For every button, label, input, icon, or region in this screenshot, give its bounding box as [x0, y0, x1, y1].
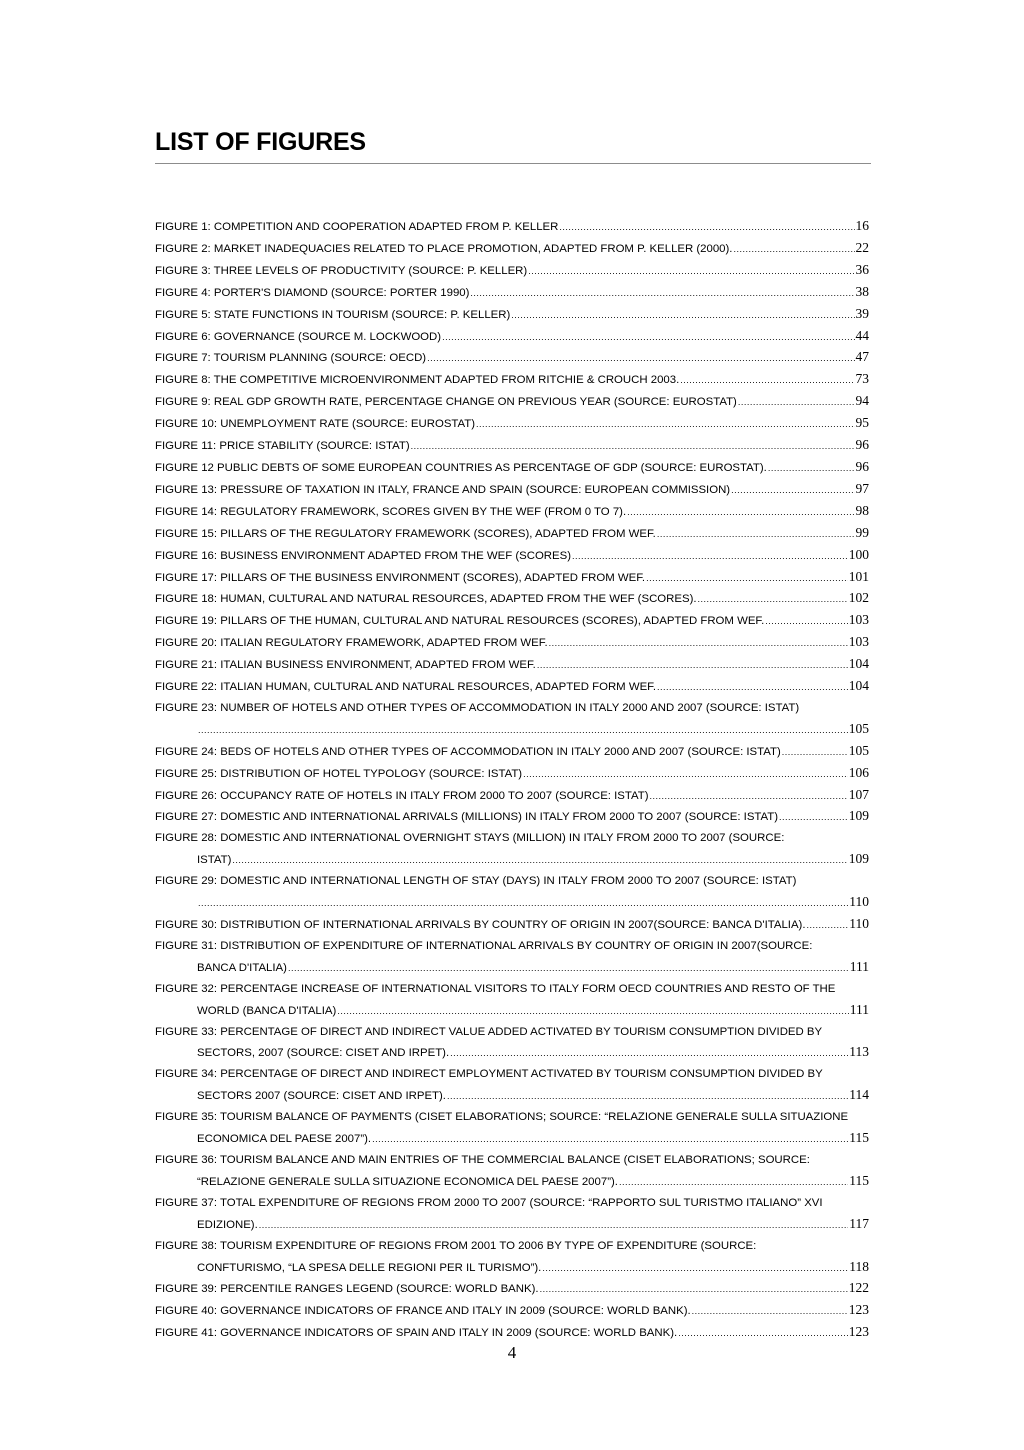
- figure-entry[interactable]: [155, 676, 869, 698]
- figure-entry-page: 101: [848, 568, 869, 584]
- figure-entry[interactable]: [155, 763, 869, 785]
- dot-leader: [288, 958, 849, 979]
- figure-entry[interactable]: [155, 1022, 869, 1065]
- figure-entry-title: FIGURE 19: PILLARS OF THE HUMAN, CULTURAL AND NATURAL RESOURCES (SCORES), ADAPTED FROM WEF.: [155, 615, 765, 628]
- figure-entry-page: 122: [848, 1280, 869, 1296]
- figure-entry-title: FIGURE 8: THE COMPETITIVE MICROENVIRONMENT ADAPTED FROM RITCHIE & CROUCH 2003.: [155, 374, 680, 387]
- figure-entry-title-continued: CONFTURISMO, “LA SPESA DELLE REGIONI PER IL TURISMO”).: [197, 1261, 542, 1274]
- figure-entry[interactable]: [155, 588, 869, 610]
- figure-entry-title: FIGURE 7: TOURISM PLANNING (SOURCE: OECD): [155, 352, 427, 365]
- dot-leader: [337, 1001, 848, 1022]
- figure-entry[interactable]: [155, 347, 869, 369]
- figure-entry-page: 118: [849, 1258, 869, 1274]
- figure-entry[interactable]: [155, 326, 869, 348]
- dot-leader: [198, 720, 848, 741]
- figure-entry-title: FIGURE 24: BEDS OF HOTELS AND OTHER TYPES OF ACCOMMODATION IN ITALY 2000 AND 2007 (SOURCE: ISTAT): [155, 745, 781, 758]
- dot-leader: [542, 1258, 848, 1279]
- figure-entry-page: 102: [848, 590, 869, 606]
- figure-entry-page: 96: [855, 458, 869, 474]
- figure-entry-title: FIGURE 12 PUBLIC DEBTS OF SOME EUROPEAN COUNTRIES AS PERCENTAGE OF GDP (SOURCE: EUROSTAT).: [155, 461, 767, 474]
- figure-entry[interactable]: [155, 413, 869, 435]
- figure-entry[interactable]: [155, 304, 869, 326]
- figure-entry-page: 47: [855, 349, 869, 365]
- figure-entry-page: 36: [855, 261, 869, 277]
- figure-entry[interactable]: [155, 979, 869, 1022]
- figure-entry[interactable]: [155, 806, 869, 828]
- figure-entry-title-continued: SECTORS, 2007 (SOURCE: CISET AND IRPET).: [197, 1047, 450, 1060]
- figure-entry-page: 107: [848, 786, 869, 802]
- dot-leader: [537, 655, 848, 676]
- figure-entry[interactable]: [155, 523, 869, 545]
- figure-entry-title: FIGURE 32: PERCENTAGE INCREASE OF INTERNATIONAL VISITORS TO ITALY FORM OECD COUNTRIES AND RESTO OF THE: [155, 982, 836, 995]
- figure-entry[interactable]: [155, 1300, 869, 1322]
- figure-entry-page: 111: [849, 1001, 869, 1017]
- dot-leader: [559, 217, 854, 238]
- figure-entry[interactable]: [155, 1322, 869, 1344]
- figure-entry[interactable]: [155, 457, 869, 479]
- figure-entry-title: FIGURE 39: PERCENTILE RANGES LEGEND (SOURCE: WORLD BANK).: [155, 1283, 539, 1296]
- figure-entry[interactable]: [155, 545, 869, 567]
- figure-entry-page: 106: [848, 764, 869, 780]
- figure-entry[interactable]: [155, 610, 869, 632]
- figure-entry[interactable]: [155, 1236, 869, 1279]
- figure-entry-page: 98: [855, 502, 869, 518]
- figure-entry-page: 114: [849, 1087, 869, 1103]
- figure-entry-page: 113: [849, 1044, 869, 1060]
- dot-leader: [528, 261, 854, 282]
- figure-entry-title: FIGURE 11: PRICE STABILITY (SOURCE: ISTAT): [155, 440, 410, 453]
- figure-entry-title: FIGURE 26: OCCUPANCY RATE OF HOTELS IN ITALY FROM 2000 TO 2007 (SOURCE: ISTAT): [155, 789, 649, 802]
- figure-entry-title-continued: SECTORS 2007 (SOURCE: CISET AND IRPET).: [197, 1090, 446, 1103]
- figure-entry-title: FIGURE 36: TOURISM BALANCE AND MAIN ENTRIES OF THE COMMERCIAL BALANCE (CISET ELABORATIONS; SOURCE:: [155, 1153, 810, 1166]
- figure-entry-page: 99: [855, 524, 869, 540]
- figure-entry-title: FIGURE 16: BUSINESS ENVIRONMENT ADAPTED FROM THE WEF (SCORES): [155, 549, 572, 562]
- dot-leader: [540, 1279, 848, 1300]
- dot-leader: [372, 1129, 848, 1150]
- figure-entry-title: FIGURE 6: GOVERNANCE (SOURCE M. LOCKWOOD): [155, 330, 442, 343]
- figure-entry[interactable]: [155, 435, 869, 457]
- figure-entry-title: FIGURE 30: DISTRIBUTION OF INTERNATIONAL ARRIVALS BY COUNTRY OF ORIGIN IN 2007(SOURCE: BANCA D'ITALIA).: [155, 919, 806, 931]
- figure-entry-title: FIGURE 10: UNEMPLOYMENT RATE (SOURCE: EUROSTAT): [155, 418, 476, 431]
- figure-entry-page: 123: [848, 1302, 869, 1318]
- figure-entry-title-continued: ECONOMICA DEL PAESE 2007”).: [197, 1133, 372, 1146]
- figure-entry-page: 44: [855, 327, 869, 343]
- dot-leader: [447, 1086, 848, 1107]
- figure-entry-page: 97: [855, 480, 869, 496]
- figure-entry-page: 111: [849, 958, 869, 974]
- figure-entry-page: 96: [855, 437, 869, 453]
- figure-entry-title-continued: “RELAZIONE GENERALE SULLA SITUAZIONE ECONOMICA DEL PAESE 2007”).: [197, 1175, 618, 1188]
- figure-entry-title-continued: WORLD (BANCA D'ITALIA): [197, 1004, 337, 1017]
- figure-entry-title-continued: ISTAT): [197, 854, 232, 867]
- figure-entry[interactable]: [155, 479, 869, 501]
- figure-entry-title: FIGURE 31: DISTRIBUTION OF EXPENDITURE OF INTERNATIONAL ARRIVALS BY COUNTRY OF ORIGIN IN 2007(SOURCE:: [155, 939, 813, 952]
- dot-leader: [731, 480, 854, 501]
- dot-leader: [779, 807, 848, 828]
- figure-entry-page: 104: [848, 678, 869, 694]
- figure-entry-title: FIGURE 37: TOTAL EXPENDITURE OF REGIONS FROM 2000 TO 2007 (SOURCE: “RAPPORTO SUL TURISTMO ITALIANO” XVI: [155, 1196, 823, 1209]
- dot-leader: [511, 305, 854, 326]
- figure-entry-title: FIGURE 1: COMPETITION AND COOPERATION ADAPTED FROM P. KELLER: [155, 221, 559, 233]
- dot-leader: [549, 633, 848, 654]
- figure-entry-page: 39: [855, 305, 869, 321]
- figure-entry-page: 109: [848, 851, 869, 867]
- figure-entry-page: 22: [855, 239, 869, 255]
- dot-leader: [572, 546, 848, 567]
- dot-leader: [765, 611, 847, 632]
- figure-entry[interactable]: [155, 238, 869, 260]
- figure-entry-title: FIGURE 13: PRESSURE OF TAXATION IN ITALY, FRANCE AND SPAIN (SOURCE: EUROPEAN COMMISSION): [155, 483, 731, 496]
- dot-leader: [678, 1323, 848, 1344]
- dot-leader: [768, 458, 855, 479]
- figure-entry-title: FIGURE 20: ITALIAN REGULATORY FRAMEWORK, ADAPTED FROM WEF.: [155, 637, 548, 650]
- figure-entry[interactable]: [155, 216, 869, 238]
- figure-entry-title: FIGURE 5: STATE FUNCTIONS IN TOURISM (SOURCE: P. KELLER): [155, 308, 511, 321]
- figure-entry-page: 115: [849, 1130, 869, 1146]
- dot-leader: [476, 414, 854, 435]
- figure-entry-page: 100: [848, 546, 869, 562]
- figure-entry-page: 95: [855, 415, 869, 431]
- page-number: 4: [507, 1343, 517, 1362]
- figure-entry-title: FIGURE 29: DOMESTIC AND INTERNATIONAL LENGTH OF STAY (DAYS) IN ITALY FROM 2000 TO 2007 (SOURCE: ISTAT): [155, 875, 797, 888]
- dot-leader: [470, 283, 854, 304]
- dot-leader: [523, 764, 848, 785]
- dot-leader: [650, 786, 848, 807]
- figure-entry-title: FIGURE 41: GOVERNANCE INDICATORS OF SPAIN AND ITALY IN 2009 (SOURCE: WORLD BANK).: [155, 1327, 678, 1340]
- dot-leader: [427, 348, 854, 369]
- figure-entry-title: FIGURE 28: DOMESTIC AND INTERNATIONAL OVERNIGHT STAYS (MILLION) IN ITALY FROM 2000 TO 2007 (SOURCE:: [155, 832, 785, 845]
- figure-entry-title: FIGURE 22: ITALIAN HUMAN, CULTURAL AND NATURAL RESOURCES, ADAPTED FORM WEF.: [155, 681, 657, 694]
- figure-entry-title: FIGURE 27: DOMESTIC AND INTERNATIONAL ARRIVALS (MILLIONS) IN ITALY FROM 2000 TO 2007 (SOURCE: ISTAT): [155, 811, 779, 824]
- dot-leader: [411, 436, 855, 457]
- dot-leader: [619, 1172, 848, 1193]
- figure-entry-page: 109: [848, 808, 869, 824]
- figure-entry[interactable]: [155, 828, 869, 871]
- dot-leader: [657, 677, 848, 698]
- figure-entry-title: FIGURE 9: REAL GDP GROWTH RATE, PERCENTAGE CHANGE ON PREVIOUS YEAR (SOURCE: EUROSTAT): [155, 396, 737, 409]
- dot-leader: [198, 893, 848, 914]
- figure-entry-title: FIGURE 14: REGULATORY FRAMEWORK, SCORES GIVEN BY THE WEF (FROM 0 TO 7).: [155, 505, 627, 518]
- figure-entry-page: 110: [849, 894, 869, 910]
- figure-entry-page: 110: [849, 916, 869, 931]
- figure-entry-title: FIGURE 21: ITALIAN BUSINESS ENVIRONMENT, ADAPTED FROM WEF.: [155, 659, 536, 672]
- dot-leader: [450, 1043, 848, 1064]
- dot-leader: [680, 370, 854, 391]
- figure-entry-title: FIGURE 3: THREE LEVELS OF PRODUCTIVITY (SOURCE: P. KELLER): [155, 264, 528, 277]
- dot-leader: [733, 239, 854, 260]
- figure-entry-title: FIGURE 2: MARKET INADEQUACIES RELATED TO PLACE PROMOTION, ADAPTED FROM P. KELLER (2000).: [155, 242, 733, 255]
- dot-leader: [807, 915, 849, 936]
- figure-entry[interactable]: [155, 1150, 869, 1193]
- figure-entry-page: 73: [855, 371, 869, 387]
- figure-entry[interactable]: [155, 632, 869, 654]
- figure-entry[interactable]: [155, 282, 869, 304]
- figure-entry[interactable]: [155, 1064, 869, 1107]
- figure-entry[interactable]: [155, 1107, 869, 1150]
- figure-entry[interactable]: [155, 369, 869, 391]
- dot-leader: [692, 1301, 848, 1322]
- dot-leader: [259, 1215, 848, 1236]
- figure-entry[interactable]: [155, 260, 869, 282]
- figure-entry-title: FIGURE 23: NUMBER OF HOTELS AND OTHER TYPES OF ACCOMMODATION IN ITALY 2000 AND 2007 (SOURCE: ISTAT): [155, 701, 800, 714]
- figure-entry[interactable]: [155, 1193, 869, 1236]
- dot-leader: [782, 742, 848, 763]
- dot-leader: [657, 524, 855, 545]
- dot-leader: [442, 327, 854, 348]
- figure-entry-page: 115: [849, 1172, 869, 1188]
- figure-entry-page: 123: [848, 1324, 869, 1340]
- figure-entry-page: 94: [855, 393, 869, 409]
- figure-entry-page: 103: [848, 612, 869, 628]
- figure-entry[interactable]: [155, 698, 869, 741]
- figure-entry[interactable]: [155, 654, 869, 676]
- figure-entry-title: FIGURE 38: TOURISM EXPENDITURE OF REGIONS FROM 2001 TO 2006 BY TYPE OF EXPENDITURE (SOURCE:: [155, 1239, 757, 1252]
- figure-entry-page: 104: [848, 656, 869, 672]
- figure-entry-page: 16: [855, 218, 869, 233]
- figure-entry-page: 38: [855, 283, 869, 299]
- dot-leader: [232, 850, 847, 871]
- figure-list: [155, 216, 869, 1344]
- figure-entry-title: FIGURE 15: PILLARS OF THE REGULATORY FRAMEWORK (SCORES), ADAPTED FROM WEF.: [155, 527, 656, 540]
- figure-entry-page: 117: [849, 1215, 869, 1231]
- figure-entry-title-continued: EDIZIONE).: [197, 1218, 258, 1231]
- dot-leader: [738, 392, 855, 413]
- figure-entry-title-continued: BANCA D'ITALIA): [197, 961, 287, 974]
- figure-entry[interactable]: [155, 914, 869, 936]
- figure-entry-title: FIGURE 18: HUMAN, CULTURAL AND NATURAL RESOURCES, ADAPTED FROM THE WEF (SCORES).: [155, 593, 697, 606]
- figure-entry[interactable]: [155, 741, 869, 763]
- figure-entry-page: 103: [848, 634, 869, 650]
- figure-entry-title: FIGURE 4: PORTER'S DIAMOND (SOURCE: PORTER 1990): [155, 286, 470, 299]
- figure-entry-title: FIGURE 17: PILLARS OF THE BUSINESS ENVIRONMENT (SCORES), ADAPTED FROM WEF.: [155, 571, 646, 584]
- dot-leader: [627, 502, 854, 523]
- figure-entry-title: FIGURE 40: GOVERNANCE INDICATORS OF FRANCE AND ITALY IN 2009 (SOURCE: WORLD BANK).: [155, 1305, 691, 1318]
- figure-entry[interactable]: [155, 391, 869, 413]
- figure-entry-page: 105: [848, 720, 869, 736]
- figure-entry-title: FIGURE 34: PERCENTAGE OF DIRECT AND INDIRECT EMPLOYMENT ACTIVATED BY TOURISM CONSUMPTION DIVIDED BY: [155, 1068, 823, 1081]
- figure-entry[interactable]: [155, 567, 869, 589]
- figure-entry[interactable]: [155, 1278, 869, 1300]
- figure-entry[interactable]: [155, 501, 869, 523]
- figure-entry[interactable]: [155, 871, 869, 914]
- dot-leader: [646, 568, 848, 589]
- dot-leader: [698, 589, 848, 610]
- page-title: LIST OF FIGURES: [155, 128, 871, 164]
- figure-entry[interactable]: [155, 936, 869, 979]
- figure-entry-title: FIGURE 33: PERCENTAGE OF DIRECT AND INDIRECT VALUE ADDED ACTIVATED BY TOURISM CONSUMPTION DIVIDED BY: [155, 1025, 823, 1038]
- figure-entry-page: 105: [848, 742, 869, 758]
- figure-entry-title: FIGURE 25: DISTRIBUTION OF HOTEL TYPOLOGY (SOURCE: ISTAT): [155, 767, 523, 780]
- figure-entry[interactable]: [155, 785, 869, 807]
- figure-entry-title: FIGURE 35: TOURISM BALANCE OF PAYMENTS (CISET ELABORATIONS; SOURCE: “RELAZIONE GENERALE SULLA SITUAZIONE: [155, 1111, 849, 1124]
